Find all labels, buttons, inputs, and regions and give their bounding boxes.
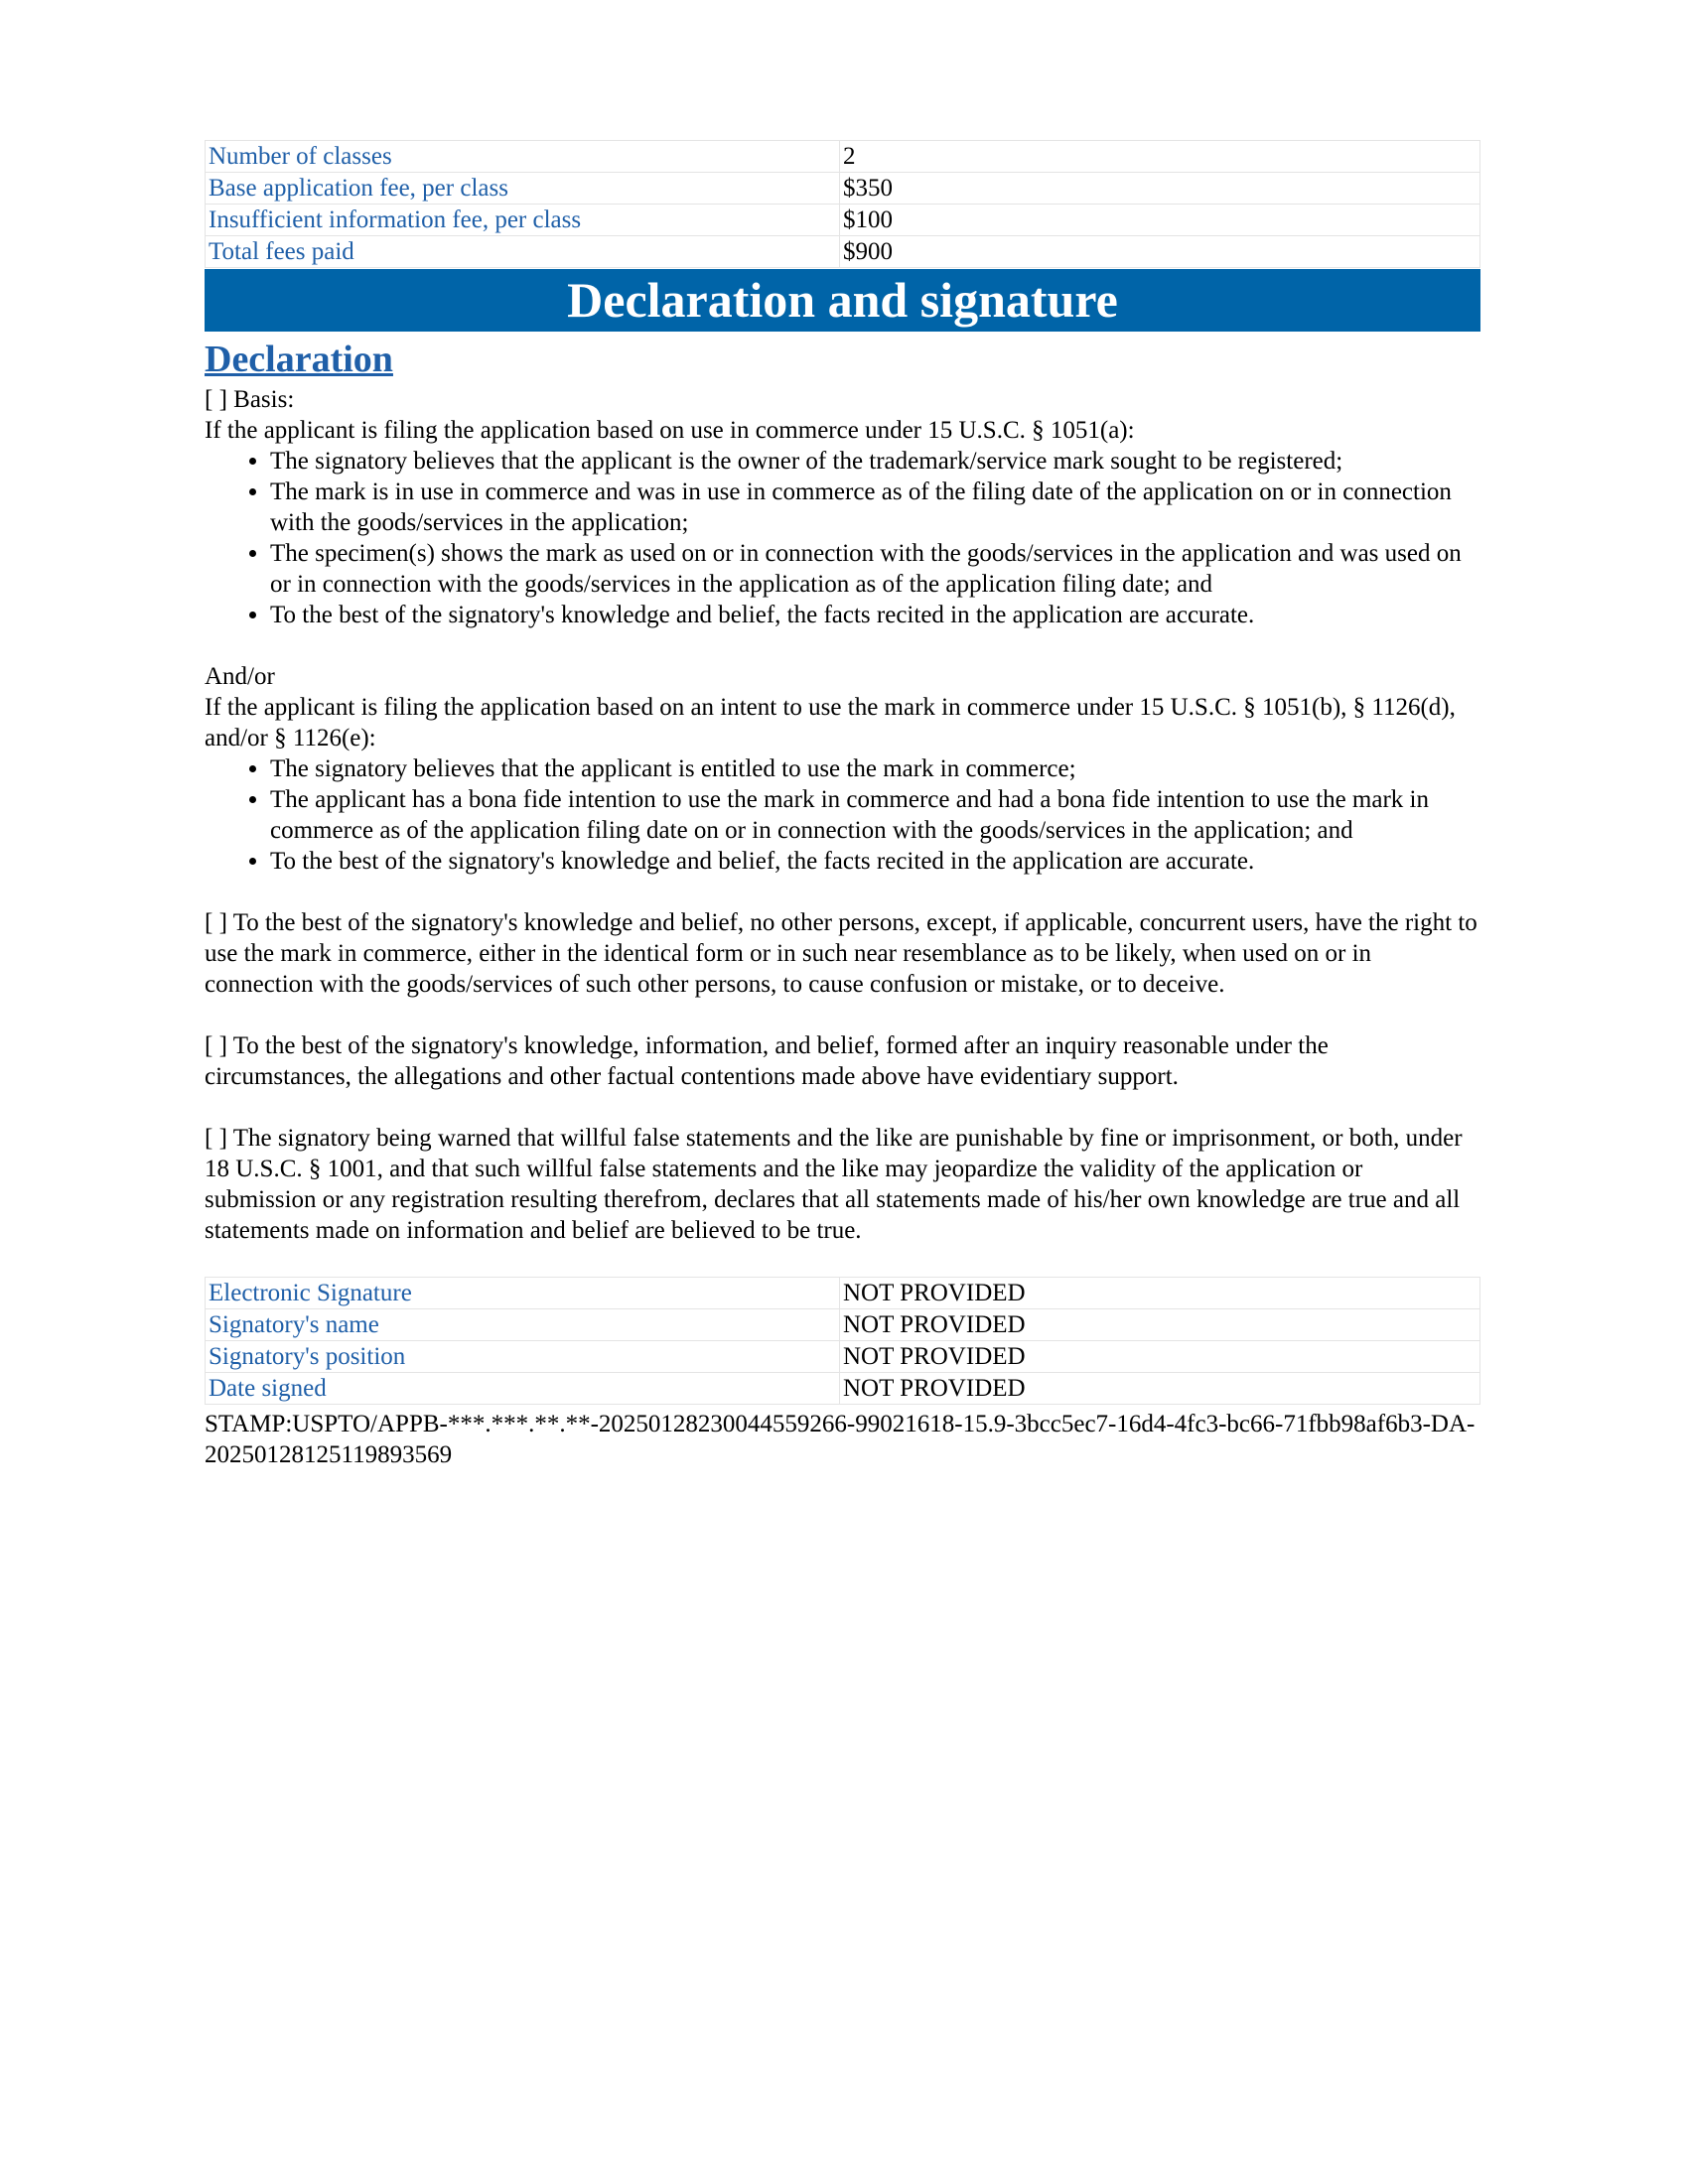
use-intro: If the applicant is filing the application based on use in commerce under 15 U.S.C. § 1051(a): [205,417,1135,444]
list-item: • The specimen(s) shows the mark as used on or in connection with the goods/services in the application and was used on or in connection with the goods/services in the application as of the application filing date; and [270,538,1480,600]
fee-label: Insufficient information fee, per class [206,205,840,236]
list-item: • To the best of the signatory's knowledge and belief, the facts recited in the application are accurate. [270,600,1480,630]
table-row [206,1373,1480,1405]
table-row [206,1309,1480,1341]
list-item: • The applicant has a bona fide intention to use the mark in commerce and had a bona fide intention to use the mark in commerce as of the application filing date on or in connection with the goods/services in the application; and [270,784,1480,846]
fee-value: $100 [840,205,1480,236]
intent-list [205,753,1480,877]
table-row [206,236,1480,268]
declaration-paragraph: [ ] To the best of the signatory's knowledge and belief, no other persons, except, if applicable, concurrent users, have the right to use the mark in commerce, either in the identical form or in such near resemblance as to be likely, when used on or in connection with the goods/services of such other persons, to cause confusion or mistake, or to deceive. [205,909,1477,998]
basis-line: [ ] Basis: [205,386,295,413]
list-item: • The signatory believes that the applicant is the owner of the trademark/service mark sought to be registered; [270,446,1480,477]
declaration-paragraph: [ ] The signatory being warned that willful false statements and the like are punishable by fine or imprisonment, or both, under 18 U.S.C. § 1001, and that such willful false statements and the like may jeopardize the validity of the application or submission or any registration resulting therefrom, declares that all statements made of his/her own knowledge are true and all statements made on information and belief are believed to be true. [205,1125,1463,1244]
signature-label: Signatory's name [206,1309,840,1341]
section-banner: Declaration and signature [205,269,1480,332]
fee-label: Number of classes [206,141,840,173]
signature-label: Signatory's position [206,1341,840,1373]
list-item: • The mark is in use in commerce and was in use in commerce as of the filing date of the application on or in connection with the goods/services in the application; [270,477,1480,538]
signature-label: Date signed [206,1373,840,1405]
intent-intro: If the applicant is filing the application based on an intent to use the mark in commerce under 15 U.S.C. § 1051(b), § 1126(d), and/or § 1126(e): [205,694,1456,751]
andor-line: And/or [205,663,275,690]
signature-table [205,1277,1480,1405]
table-row [206,1341,1480,1373]
table-row [206,1278,1480,1309]
list-item: • The signatory believes that the applicant is entitled to use the mark in commerce; [270,753,1480,784]
signature-value: NOT PROVIDED [840,1341,1480,1373]
signature-value: NOT PROVIDED [840,1373,1480,1405]
declaration-heading: Declaration [205,339,393,380]
fee-label: Total fees paid [206,236,840,268]
table-row [206,141,1480,173]
fee-value: $350 [840,173,1480,205]
fees-table [205,140,1480,268]
fee-label: Base application fee, per class [206,173,840,205]
list-item: • To the best of the signatory's knowledge and belief, the facts recited in the application are accurate. [270,846,1480,877]
fee-value: $900 [840,236,1480,268]
document-page [205,140,1480,1470]
table-row [206,205,1480,236]
submission-stamp: STAMP:USPTO/APPB-***.***.**.**-20250128230044559266-99021618-15.9-3bcc5ec7-16d4-4fc3-bc66-71fbb98af6b3-DA-20250128125119893569 [205,1411,1476,1468]
declaration-paragraph: [ ] To the best of the signatory's knowledge, information, and belief, formed after an inquiry reasonable under the circumstances, the allegations and other factual contentions made above have evidentiary support. [205,1032,1329,1090]
signature-value: NOT PROVIDED [840,1278,1480,1309]
table-row [206,173,1480,205]
signature-label: Electronic Signature [206,1278,840,1309]
signature-value: NOT PROVIDED [840,1309,1480,1341]
use-list [205,446,1480,630]
fee-value: 2 [840,141,1480,173]
